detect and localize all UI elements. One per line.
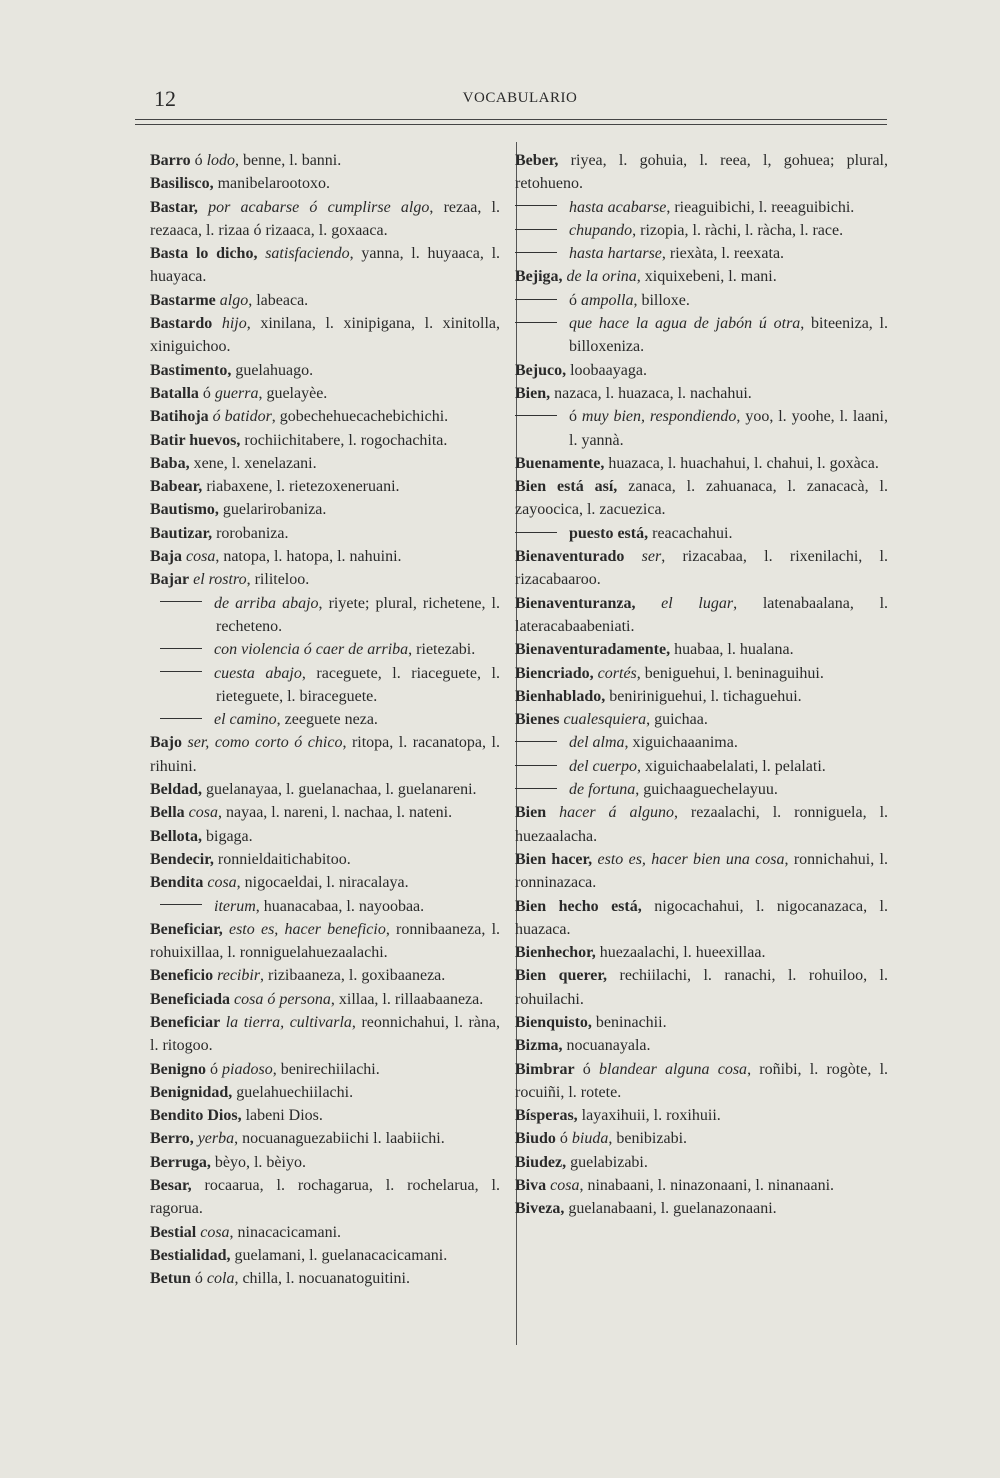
- definition: ó batidor, gobechehuecachebichichi.: [212, 408, 449, 426]
- headword: Bastimento,: [150, 361, 232, 379]
- dictionary-entry: [515, 964, 888, 1011]
- headword: Biveza,: [515, 1200, 565, 1218]
- headword: Biudo: [515, 1130, 556, 1148]
- definition: riabaxene, l. rietezoxeneruani.: [202, 478, 400, 496]
- dictionary-entry: [515, 1104, 888, 1127]
- dictionary-entry: [515, 452, 888, 475]
- running-title: VOCABULARIO: [462, 90, 578, 106]
- headword: Buenamente,: [515, 454, 605, 472]
- dictionary-entry: [150, 1174, 500, 1221]
- dictionary-entry: [515, 941, 888, 964]
- repeat-dash: [515, 741, 557, 742]
- definition: hijo, xinilana, l. xinipigana, l. xinitolla, xiniguichoo.: [150, 315, 501, 356]
- dictionary-entry: [150, 545, 500, 568]
- dictionary-entry: [515, 1174, 888, 1197]
- headword: Bienhechor,: [515, 944, 596, 962]
- repeat-dash: [515, 229, 557, 230]
- headword: Berruga,: [150, 1153, 211, 1171]
- dictionary-entry: [150, 988, 500, 1011]
- definition: beniriniguehui, l. tichaguehui.: [605, 687, 802, 705]
- definition: guelamani, l. guelanacacicamani.: [230, 1246, 448, 1264]
- definition: xene, l. xenelazani.: [189, 454, 317, 472]
- repeat-dash: [160, 904, 202, 905]
- definition: labeni Dios.: [241, 1107, 323, 1125]
- definition: ó piadoso, benirechiilachi.: [206, 1060, 380, 1078]
- dictionary-entry: [515, 638, 888, 661]
- dictionary-entry: [150, 196, 500, 243]
- headword: Bestial: [150, 1223, 197, 1241]
- definition: zanaca, l. zahuanaca, l. zanacacà, l. zayoocica, l. zacuezica.: [515, 478, 888, 519]
- definition: bèyo, l. bèiyo.: [210, 1153, 306, 1171]
- definition: que hace la agua de jabón ú otra, biteeniza, l. billoxeniza.: [569, 315, 889, 356]
- dictionary-entry: [150, 1151, 500, 1174]
- definition: iterum, huanacabaa, l. nayoobaa.: [214, 897, 425, 915]
- sub-entry: [515, 755, 888, 778]
- headword: Bienhablado,: [515, 687, 606, 705]
- definition: cosa, ninabaani, l. ninazonaani, l. ninanaani.: [550, 1177, 835, 1195]
- definition: recibir, rizibaaneza, l. goxibaaneza.: [217, 967, 446, 985]
- definition: ser, rizacabaa, l. rixenilachi, l. rizacabaaroo.: [515, 548, 888, 589]
- definition: guelahuago.: [231, 361, 314, 379]
- dictionary-entry: [150, 359, 500, 382]
- definition: rocaarua, l. rochagarua, l. rochelarua, l. ragorua.: [150, 1177, 500, 1218]
- definition: riyea, l. gohuia, l. reea, l, gohuea; plural, retohueno.: [515, 152, 888, 193]
- definition: huabaa, l. hualana.: [670, 641, 794, 659]
- definition: hasta acabarse, rieaguibichi, l. reeaguibichi.: [569, 198, 855, 216]
- dictionary-entry: [515, 545, 888, 592]
- definition: guelanabaani, l. guelanazonaani.: [564, 1200, 777, 1218]
- definition: nocuanayala.: [562, 1037, 651, 1055]
- dictionary-entry: [515, 265, 888, 288]
- sub-entry: [515, 522, 888, 545]
- dictionary-entry: [150, 1267, 500, 1290]
- definition: el camino, zeeguete neza.: [214, 711, 378, 729]
- repeat-dash: [160, 718, 202, 719]
- headword: Bimbrar: [515, 1060, 575, 1078]
- definition: ó blandear alguna cosa, roñibi, l. rogòte, l. rocuiñi, l. rotete.: [515, 1060, 889, 1101]
- dictionary-entry: [150, 172, 500, 195]
- sub-entry: [515, 312, 888, 359]
- dictionary-entry: [150, 778, 500, 801]
- headword: Batalla: [150, 384, 199, 402]
- headword: Beneficiar: [150, 1013, 221, 1031]
- dictionary-entry: [515, 895, 888, 942]
- headword: Beneficiar,: [150, 920, 223, 938]
- headword: Biudez,: [515, 1153, 567, 1171]
- dictionary-entry: [515, 848, 888, 895]
- dictionary-entry: [150, 1081, 500, 1104]
- headword: Bienquisto,: [515, 1013, 592, 1031]
- definition: cortés, beniguehui, l. beninaguihui.: [597, 664, 824, 682]
- headword: Benignidad,: [150, 1083, 233, 1101]
- dictionary-entry: [150, 1221, 500, 1244]
- headword: Bien hacer,: [515, 850, 593, 868]
- dictionary-entry: [150, 242, 500, 289]
- repeat-dash: [160, 671, 202, 672]
- definition: por acabarse ó cumplirse algo, rezaa, l. rezaaca, l. rizaa ó rizaaca, l. goxaaca.: [150, 198, 500, 239]
- sub-entry: [515, 219, 888, 242]
- dictionary-entry: [515, 475, 888, 522]
- dictionary-entry: [150, 475, 500, 498]
- definition: guelarirobaniza.: [218, 501, 327, 519]
- repeat-dash: [515, 299, 557, 300]
- definition: guelahuechiilachi.: [232, 1083, 354, 1101]
- headword: Baba,: [150, 454, 190, 472]
- dictionary-entry: [515, 359, 888, 382]
- headword: Besar,: [150, 1177, 192, 1195]
- definition: hacer á alguno, rezaalachi, l. ronniguela, l. huezaalacha.: [515, 804, 889, 845]
- headword: Bendecir,: [150, 850, 214, 868]
- definition: loobaayaga.: [566, 361, 647, 379]
- repeat-dash: [515, 765, 557, 766]
- headword: Bien querer,: [515, 967, 608, 985]
- headword: Beldad,: [150, 781, 203, 799]
- definition: puesto está, reacachahui.: [569, 524, 733, 542]
- dictionary-entry: [150, 568, 500, 591]
- definition: layaxihuii, l. roxihuii.: [577, 1107, 721, 1125]
- headword: Bella: [150, 804, 185, 822]
- definition: cosa, natopa, l. hatopa, l. nahuini.: [186, 548, 402, 566]
- dictionary-entry: [150, 149, 500, 172]
- dictionary-entry: [515, 1034, 888, 1057]
- headword: Bien hecho está,: [515, 897, 642, 915]
- headword: Bendito Dios,: [150, 1107, 242, 1125]
- dictionary-entry: [150, 731, 500, 778]
- dictionary-entry: [515, 685, 888, 708]
- dictionary-entry: [150, 1127, 500, 1150]
- dictionary-entry: [515, 662, 888, 685]
- headword: Bienaventurado: [515, 548, 625, 566]
- definition: hasta hartarse, riexàta, l. reexata.: [569, 245, 785, 263]
- right-column: [515, 149, 888, 1221]
- dictionary-entry: [515, 382, 888, 405]
- sub-entry: [150, 638, 500, 661]
- dictionary-entry: [150, 918, 500, 965]
- definition: cosa, nayaa, l. nareni, l. nachaa, l. nateni.: [188, 804, 453, 822]
- dictionary-entry: [515, 801, 888, 848]
- definition: del alma, xiguichaaanima.: [569, 734, 738, 752]
- definition: nazaca, l. huazaca, l. nachahui.: [550, 384, 752, 402]
- definition: huezaalachi, l. hueexillaa.: [595, 944, 766, 962]
- dictionary-entry: [515, 1011, 888, 1034]
- headword: Basta lo dicho,: [150, 245, 258, 263]
- headword: Bien,: [515, 384, 551, 402]
- headword: Benigno: [150, 1060, 207, 1078]
- definition: cosa ó persona, xillaa, l. rillaabaaneza.: [234, 990, 484, 1008]
- dictionary-entry: [150, 825, 500, 848]
- headword: Bien: [515, 804, 547, 822]
- definition: ó muy bien, respondiendo, yoo, l. yoohe, l. laani, l. yannà.: [569, 408, 888, 449]
- headword: Beber,: [515, 152, 559, 169]
- dictionary-entry: [150, 405, 500, 428]
- definition: ó lodo, benne, l. banni.: [190, 152, 342, 169]
- headword: Bizma,: [515, 1037, 563, 1055]
- dictionary-entry: [150, 452, 500, 475]
- definition: ó biuda, benibizabi.: [555, 1130, 688, 1148]
- definition: guelanayaa, l. guelanachaa, l. guelanareni.: [202, 781, 477, 799]
- sub-entry: [515, 289, 888, 312]
- headword: Bejuco,: [515, 361, 567, 379]
- page-header: [150, 86, 890, 110]
- sub-entry: [515, 405, 888, 452]
- repeat-dash: [515, 322, 557, 323]
- dictionary-entry: [515, 592, 888, 639]
- dictionary-entry: [150, 848, 500, 871]
- dictionary-entry: [150, 801, 500, 824]
- dictionary-entry: [150, 1244, 500, 1267]
- headword: Batir huevos,: [150, 431, 241, 449]
- definition: de arriba abajo, riyete; plural, richetene, l. recheteno.: [214, 594, 500, 635]
- dictionary-entry: [515, 149, 888, 196]
- header-rule-top: [135, 119, 887, 120]
- header-rule-bottom: [135, 124, 887, 125]
- dictionary-entry: [515, 1151, 888, 1174]
- headword: Batihoja: [150, 408, 209, 426]
- dictionary-entry: [150, 871, 500, 894]
- definition: con violencia ó caer de arriba, rietezabi.: [214, 641, 476, 659]
- definition: rorobaniza.: [212, 524, 289, 542]
- dictionary-entry: [150, 382, 500, 405]
- definition: la tierra, cultivarla, reonnichahui, l. ràna, l. ritogoo.: [150, 1013, 500, 1055]
- headword: Barro: [150, 152, 191, 169]
- repeat-dash: [515, 415, 557, 416]
- headword: Beneficiada: [150, 990, 230, 1008]
- headword: Bien está así,: [515, 478, 618, 496]
- repeat-dash: [160, 648, 202, 649]
- repeat-dash: [515, 205, 557, 206]
- headword: Bejiga,: [515, 268, 563, 286]
- definition: beninachii.: [591, 1013, 667, 1031]
- definition: guelabizabi.: [566, 1153, 648, 1171]
- sub-entry: [150, 592, 500, 639]
- repeat-dash: [515, 252, 557, 253]
- dictionary-entry: [150, 312, 500, 359]
- definition: cuesta abajo, raceguete, l. riaceguete, l. rieteguete, l. biraceguete.: [214, 664, 500, 705]
- headword: Bautizar,: [150, 524, 213, 542]
- dictionary-entry: [150, 289, 500, 312]
- definition: ronnieldaitichabitoo.: [213, 850, 351, 868]
- definition: algo, labeaca.: [219, 291, 309, 309]
- definition: de la orina, xiquixebeni, l. mani.: [566, 268, 777, 286]
- definition: el lugar, latenabaalana, l. lateracabaabeniati.: [515, 594, 889, 635]
- headword: Baja: [150, 548, 182, 566]
- headword: Bastarme: [150, 291, 216, 309]
- definition: cosa, nigocaeldai, l. niracalaya.: [207, 874, 409, 892]
- page-number: 12: [154, 86, 176, 111]
- headword: Bastar,: [150, 198, 198, 216]
- definition: cualesquiera, guichaa.: [563, 711, 708, 729]
- dictionary-entry: [515, 1127, 888, 1150]
- headword: Bestialidad,: [150, 1246, 231, 1264]
- headword: Bienaventuranza,: [515, 594, 636, 612]
- headword: Bienes: [515, 711, 560, 729]
- dictionary-entry: [515, 1058, 888, 1105]
- sub-entry: [515, 778, 888, 801]
- headword: Bellota,: [150, 827, 202, 845]
- headword: Bajo: [150, 734, 182, 752]
- sub-entry: [515, 242, 888, 265]
- repeat-dash: [515, 788, 557, 789]
- definition: el rostro, riliteloo.: [193, 571, 310, 589]
- repeat-dash: [515, 532, 557, 533]
- dictionary-entry: [150, 498, 500, 521]
- headword: Basilisco,: [150, 175, 214, 193]
- headword: Bajar: [150, 571, 190, 589]
- definition: huazaca, l. huachahui, l. chahui, l. goxàca.: [604, 454, 879, 472]
- headword: Biva: [515, 1177, 547, 1195]
- headword: Bastardo: [150, 315, 213, 333]
- definition: bigaga.: [202, 827, 253, 845]
- definition: ó cola, chilla, l. nocuanatoguitini.: [190, 1270, 410, 1288]
- definition: manibelarootoxo.: [213, 175, 330, 193]
- headword: Bienaventuradamente,: [515, 641, 671, 659]
- definition: del cuerpo, xiguichaabelalati, l. pelalati.: [569, 757, 826, 775]
- dictionary-entry: [150, 522, 500, 545]
- headword: Bendita: [150, 874, 204, 892]
- sub-entry: [150, 895, 500, 918]
- dictionary-entry: [150, 1011, 500, 1058]
- definition: ser, como corto ó chico, ritopa, l. racanatopa, l. rihuini.: [150, 734, 500, 775]
- dictionary-entry: [150, 1058, 500, 1081]
- dictionary-entry: [150, 429, 500, 452]
- dictionary-entry: [150, 964, 500, 987]
- definition: rechiilachi, l. ranachi, l. rohuiloo, l. rohuilachi.: [515, 967, 888, 1008]
- headword: Bísperas,: [515, 1107, 578, 1125]
- definition: ó ampolla, billoxe.: [569, 291, 690, 309]
- definition: chupando, rizopia, l. ràchi, l. ràcha, l. race.: [569, 221, 844, 239]
- definition: yerba, nocuanaguezabiichi l. laabiichi.: [197, 1130, 445, 1148]
- definition: rochiichitabere, l. rogochachita.: [240, 431, 448, 449]
- dictionary-entry: [515, 708, 888, 731]
- headword: Biencriado,: [515, 664, 594, 682]
- headword: Betun: [150, 1270, 191, 1288]
- definition: ó guerra, guelayèe.: [198, 384, 328, 402]
- definition: cosa, ninacacicamani.: [200, 1223, 342, 1241]
- repeat-dash: [160, 601, 202, 602]
- headword: Bautismo,: [150, 501, 219, 519]
- definition: nigocachahui, l. nigocanazaca, l. huazaca.: [515, 897, 888, 938]
- dictionary-entry: [150, 1104, 500, 1127]
- sub-entry: [515, 731, 888, 754]
- headword: Berro,: [150, 1130, 194, 1148]
- dictionary-entry: [515, 1197, 888, 1220]
- sub-entry: [150, 662, 500, 709]
- headword: Babear,: [150, 478, 203, 496]
- definition: esto es, hacer beneficio, ronnibaaneza, l. rohuixillaa, l. ronniguelahuezaalachi.: [150, 920, 501, 962]
- definition: satisfaciendo, yanna, l. huyaaca, l. huayaca.: [150, 245, 501, 286]
- headword: Beneficio: [150, 967, 214, 985]
- sub-entry: [150, 708, 500, 731]
- definition: esto es, hacer bien una cosa, ronnichahui, l. ronninazaca.: [515, 850, 889, 892]
- left-column: [150, 149, 500, 1291]
- sub-entry: [515, 196, 888, 219]
- definition: de fortuna, guichaaguechelayuu.: [569, 781, 778, 799]
